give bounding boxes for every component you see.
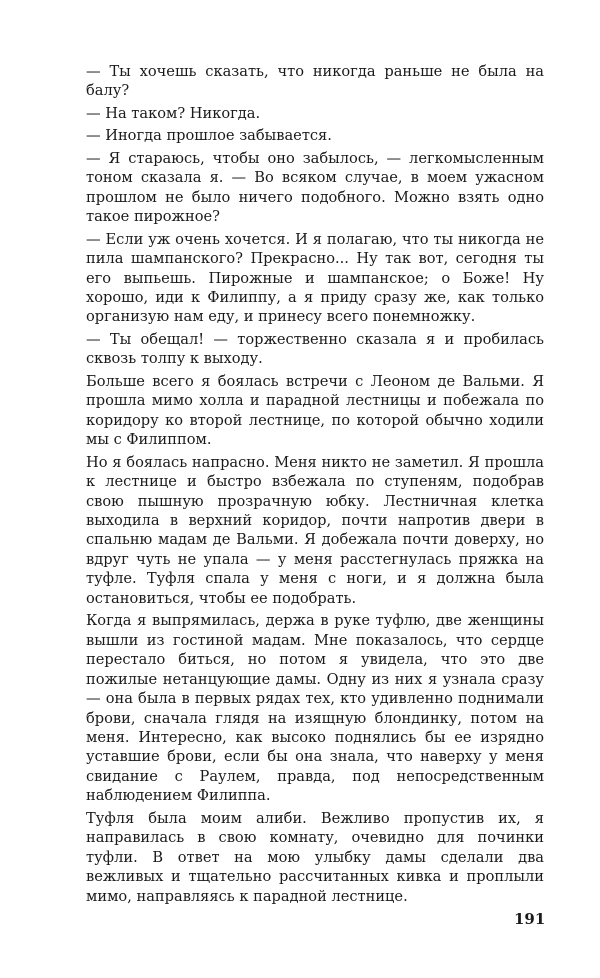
paragraph: — Ты хочешь сказать, что никогда раньше не была на балу? — [86, 63, 544, 100]
paragraph: — Если уж очень хочется. И я полагаю, что ты никогда не пила шампанского? Прекрасно... Ну так вот, сегодня ты его выпьешь. Пирожные и шампанское; о Боже! Ну хорошо, иди к Филиппу, а я приду сразу же, как только организую нам еду, и принесу всего понемножку. — [86, 230, 544, 326]
paragraph: Больше всего я боялась встречи с Леоном де Вальми. Я прошла мимо холла и парадной лестницы и побежала по коридору ко второй лестнице, по которой обычно ходили мы с Филиппом. — [86, 372, 544, 449]
paragraph: Туфля была моим алиби. Вежливо пропустив их, я направилась в свою комнату, очевидно для починки туфли. В ответ на мою улыбку дамы сделали два вежливых и тщательно рассчитанных кивка и проплыли мимо, направляясь к парадной лестнице. — [86, 809, 544, 905]
paragraph: — На таком? Никогда. — [86, 104, 261, 122]
page-number: 191 — [514, 910, 546, 928]
paragraph: Но я боялась напрасно. Меня никто не заметил. Я прошла к лестнице и быстро взбежала по ступеням, подобрав свою пышную прозрачную юбку. Лестничная клетка выходила в верхний коридор, почти напротив двери в спальню мадам де Вальми. Я добежала почти доверху, но вдруг чуть не упала — у меня расстегнулась пряжка на туфле. Туфля спала у меня с ноги, и я должна была остановиться, чтобы ее подобрать. — [86, 453, 544, 607]
paragraph: — Я стараюсь, чтобы оно забылось, — легкомысленным тоном сказала я. — Во всяком случае, в моем ужасном прошлом не было ничего подобного. Можно взять одно такое пирожное? — [86, 149, 544, 226]
page-text — [86, 62, 544, 909]
paragraph: Когда я выпрямилась, держа в руке туфлю, две женщины вышли из гостиной мадам. Мне показалось, что сердце перестало биться, но потом я увидела, что это две пожилые нетанцующие дамы. Одну из них я узнала сразу — она была в первых рядах тех, кто удивленно поднимали брови, сначала глядя на изящную блондинку, потом на меня. Интересно, как высоко поднялись бы ее изрядно уставшие брови, если бы она знала, что наверху у меня свидание с Раулем, правда, под непосредственным наблюдением Филиппа. — [86, 612, 544, 805]
paragraph: — Иногда прошлое забывается. — [86, 127, 332, 145]
paragraph: — Ты обещал! — торжественно сказала я и пробилась сквозь толпу к выходу. — [86, 330, 544, 368]
